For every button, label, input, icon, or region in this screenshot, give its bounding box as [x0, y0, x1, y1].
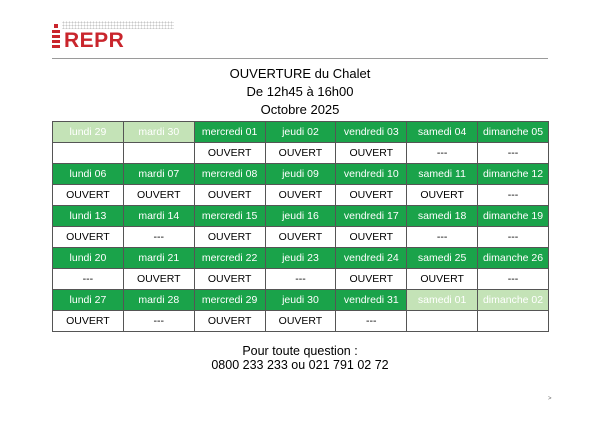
- header-divider: [52, 58, 548, 59]
- day-header-cell: dimanche 02: [478, 290, 549, 311]
- day-status-cell: OUVERT: [194, 227, 265, 248]
- day-status-cell: ---: [336, 311, 407, 332]
- repr-logo: [52, 20, 132, 52]
- day-header-cell: vendredi 10: [336, 164, 407, 185]
- logo-dot-pattern: [62, 21, 174, 29]
- day-status-cell: OUVERT: [194, 185, 265, 206]
- day-status-cell: ---: [407, 227, 478, 248]
- day-header-cell: samedi 04: [407, 122, 478, 143]
- day-header-cell: lundi 27: [53, 290, 124, 311]
- day-header-cell: jeudi 02: [265, 122, 336, 143]
- day-status-cell: OUVERT: [336, 143, 407, 164]
- day-status-cell: OUVERT: [53, 185, 124, 206]
- day-header-cell: mercredi 29: [194, 290, 265, 311]
- day-status-cell: ---: [478, 269, 549, 290]
- opening-hours: De 12h45 à 16h00: [246, 84, 354, 99]
- day-status-cell: OUVERT: [336, 227, 407, 248]
- day-status-cell: OUVERT: [194, 311, 265, 332]
- month-label: Octobre 2025: [260, 102, 340, 117]
- day-header-cell: jeudi 09: [265, 164, 336, 185]
- day-status-cell: OUVERT: [53, 227, 124, 248]
- contact-phone-numbers: 0800 233 233 ou 021 791 02 72: [211, 358, 389, 372]
- day-header-cell: jeudi 16: [265, 206, 336, 227]
- day-status-cell: ---: [478, 227, 549, 248]
- day-header-cell: vendredi 17: [336, 206, 407, 227]
- day-header-cell: dimanche 19: [478, 206, 549, 227]
- day-status-cell: OUVERT: [123, 269, 194, 290]
- day-header-cell: vendredi 24: [336, 248, 407, 269]
- week-status-row: [53, 311, 549, 332]
- day-status-cell: ---: [123, 311, 194, 332]
- week-day-row: [53, 164, 549, 185]
- day-header-cell: samedi 11: [407, 164, 478, 185]
- calendar-table: [52, 121, 549, 332]
- day-header-cell: dimanche 05: [478, 122, 549, 143]
- day-header-cell: mercredi 22: [194, 248, 265, 269]
- day-header-cell: dimanche 26: [478, 248, 549, 269]
- day-status-cell: ---: [407, 143, 478, 164]
- day-header-cell: lundi 13: [53, 206, 124, 227]
- week-day-row: [53, 290, 549, 311]
- day-header-cell: vendredi 31: [336, 290, 407, 311]
- day-status-cell: ---: [478, 185, 549, 206]
- day-status-cell: ---: [53, 269, 124, 290]
- day-status-cell: OUVERT: [123, 185, 194, 206]
- day-status-cell: OUVERT: [53, 311, 124, 332]
- week-status-row: [53, 227, 549, 248]
- day-status-cell: OUVERT: [407, 269, 478, 290]
- day-status-cell: OUVERT: [407, 185, 478, 206]
- document-title: OUVERTURE du Chalet: [229, 66, 371, 81]
- day-header-cell: dimanche 12: [478, 164, 549, 185]
- lighthouse-icon: [52, 24, 60, 50]
- day-header-cell: samedi 18: [407, 206, 478, 227]
- day-status-cell: [478, 311, 549, 332]
- day-status-cell: [53, 143, 124, 164]
- day-status-cell: ---: [123, 227, 194, 248]
- day-status-cell: ---: [478, 143, 549, 164]
- day-header-cell: mardi 28: [123, 290, 194, 311]
- page-marker: >: [548, 396, 552, 402]
- day-header-cell: lundi 20: [53, 248, 124, 269]
- day-header-cell: jeudi 30: [265, 290, 336, 311]
- day-header-cell: samedi 01: [407, 290, 478, 311]
- day-header-cell: mercredi 15: [194, 206, 265, 227]
- day-header-cell: samedi 25: [407, 248, 478, 269]
- day-status-cell: OUVERT: [336, 269, 407, 290]
- week-day-row: [53, 248, 549, 269]
- day-header-cell: mardi 14: [123, 206, 194, 227]
- day-header-cell: lundi 29: [53, 122, 124, 143]
- day-status-cell: [407, 311, 478, 332]
- day-status-cell: ---: [265, 269, 336, 290]
- day-header-cell: vendredi 03: [336, 122, 407, 143]
- day-status-cell: OUVERT: [265, 185, 336, 206]
- day-status-cell: OUVERT: [194, 143, 265, 164]
- week-status-row: [53, 143, 549, 164]
- day-status-cell: OUVERT: [265, 311, 336, 332]
- week-status-row: [53, 185, 549, 206]
- contact-label: Pour toute question :: [242, 344, 358, 358]
- day-header-cell: mardi 30: [123, 122, 194, 143]
- day-status-cell: [123, 143, 194, 164]
- week-status-row: [53, 269, 549, 290]
- day-status-cell: OUVERT: [194, 269, 265, 290]
- day-header-cell: lundi 06: [53, 164, 124, 185]
- day-status-cell: OUVERT: [265, 143, 336, 164]
- day-header-cell: jeudi 23: [265, 248, 336, 269]
- day-header-cell: mercredi 08: [194, 164, 265, 185]
- day-header-cell: mercredi 01: [194, 122, 265, 143]
- day-header-cell: mardi 07: [123, 164, 194, 185]
- logo-text: REPR: [64, 29, 125, 52]
- day-status-cell: OUVERT: [336, 185, 407, 206]
- week-day-row: [53, 122, 549, 143]
- day-status-cell: OUVERT: [265, 227, 336, 248]
- week-day-row: [53, 206, 549, 227]
- day-header-cell: mardi 21: [123, 248, 194, 269]
